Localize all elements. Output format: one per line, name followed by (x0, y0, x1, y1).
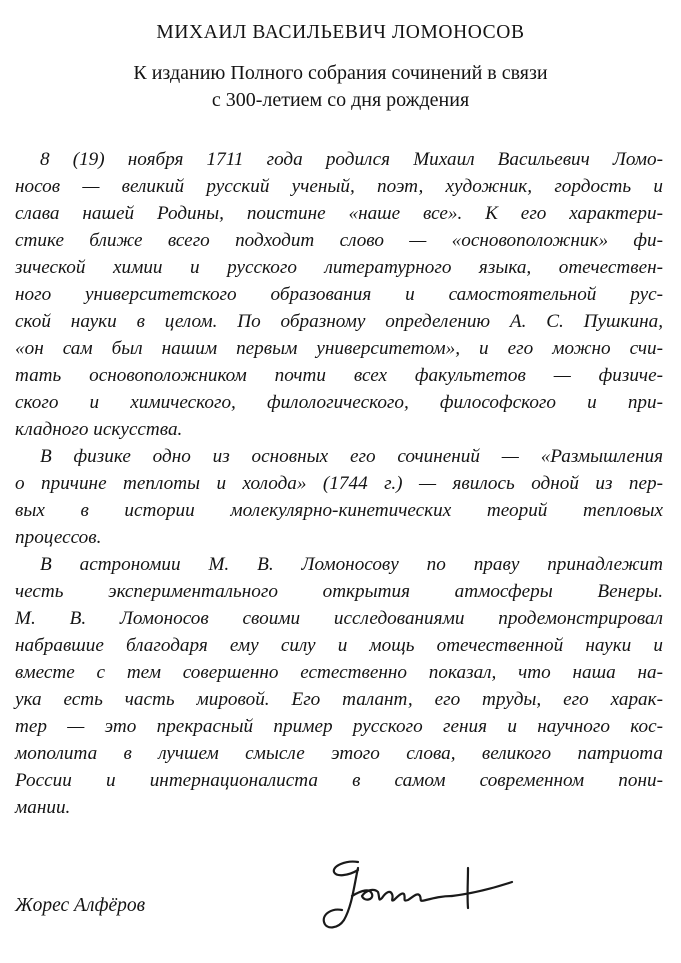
subtitle-line-2: с 300-летием со дня рождения (211, 89, 470, 111)
body-line: зической химии и русского литературного языка, отечествен- (15, 257, 663, 278)
document-subtitle (0, 60, 681, 114)
body-line: В физике одно из основных его сочинений — «Размышления (40, 446, 663, 467)
body-line: 8 (19) ноября 1711 года родился Михаил Васильевич Ломо- (40, 149, 663, 170)
body-line: мании. (15, 797, 71, 818)
body-line: о причине теплоты и холода» (1744 г.) — явилось одной из пер- (15, 473, 663, 494)
body-line: ука есть часть мировой. Его талант, его труды, его харак- (15, 689, 663, 710)
body-line: ского и химического, филологического, философского и при- (15, 392, 663, 413)
author-heading: МИХАИЛ ВАСИЛЬЕВИЧ ЛОМОНОСОВ (156, 22, 525, 43)
handwritten-signature (318, 856, 528, 936)
body-line: процессов. (15, 527, 102, 548)
subtitle-line-1: К изданию Полного собрания сочинений в связи (133, 62, 548, 84)
body-text (15, 146, 663, 821)
body-line: «он сам был нашим первым университетом», и его можно счи- (15, 338, 663, 359)
body-line: М. В. Ломоносов своими исследованиями продемонстрировал (15, 608, 663, 629)
body-line: носов — великий русский ученый, поэт, художник, гордость и (15, 176, 663, 197)
body-line: кладного искусства. (15, 419, 183, 440)
body-line: тать основоположником почти всех факультетов — физиче- (15, 365, 663, 386)
body-line: тер — это прекрасный пример русского гения и научного кос- (15, 716, 663, 737)
body-line: набравшие благодаря ему силу и мощь отечественной науки и (15, 635, 663, 656)
body-line: ного университетского образования и самостоятельной рус- (15, 284, 663, 305)
body-line: честь экспериментального открытия атмосферы Венеры. (15, 581, 663, 602)
body-line: слава нашей Родины, поистине «наше все». К его характери- (15, 203, 663, 224)
body-line: ской науки в целом. По образному определению А. С. Пушкина, (15, 311, 663, 332)
signatory-name: Жорес Алфёров (15, 895, 146, 916)
body-line: В астрономии М. В. Ломоносову по праву принадлежит (40, 554, 663, 575)
body-line: вместе с тем совершенно естественно показал, что наша на- (15, 662, 663, 683)
body-line: вых в истории молекулярно-кинетических теорий тепловых (15, 500, 663, 521)
body-line: России и интернационалиста в самом современном пони- (15, 770, 663, 791)
body-line: мополита в лучшем смысле этого слова, великого патриота (15, 743, 663, 764)
body-line: стике ближе всего подходит слово — «основоположник» фи- (15, 230, 663, 251)
